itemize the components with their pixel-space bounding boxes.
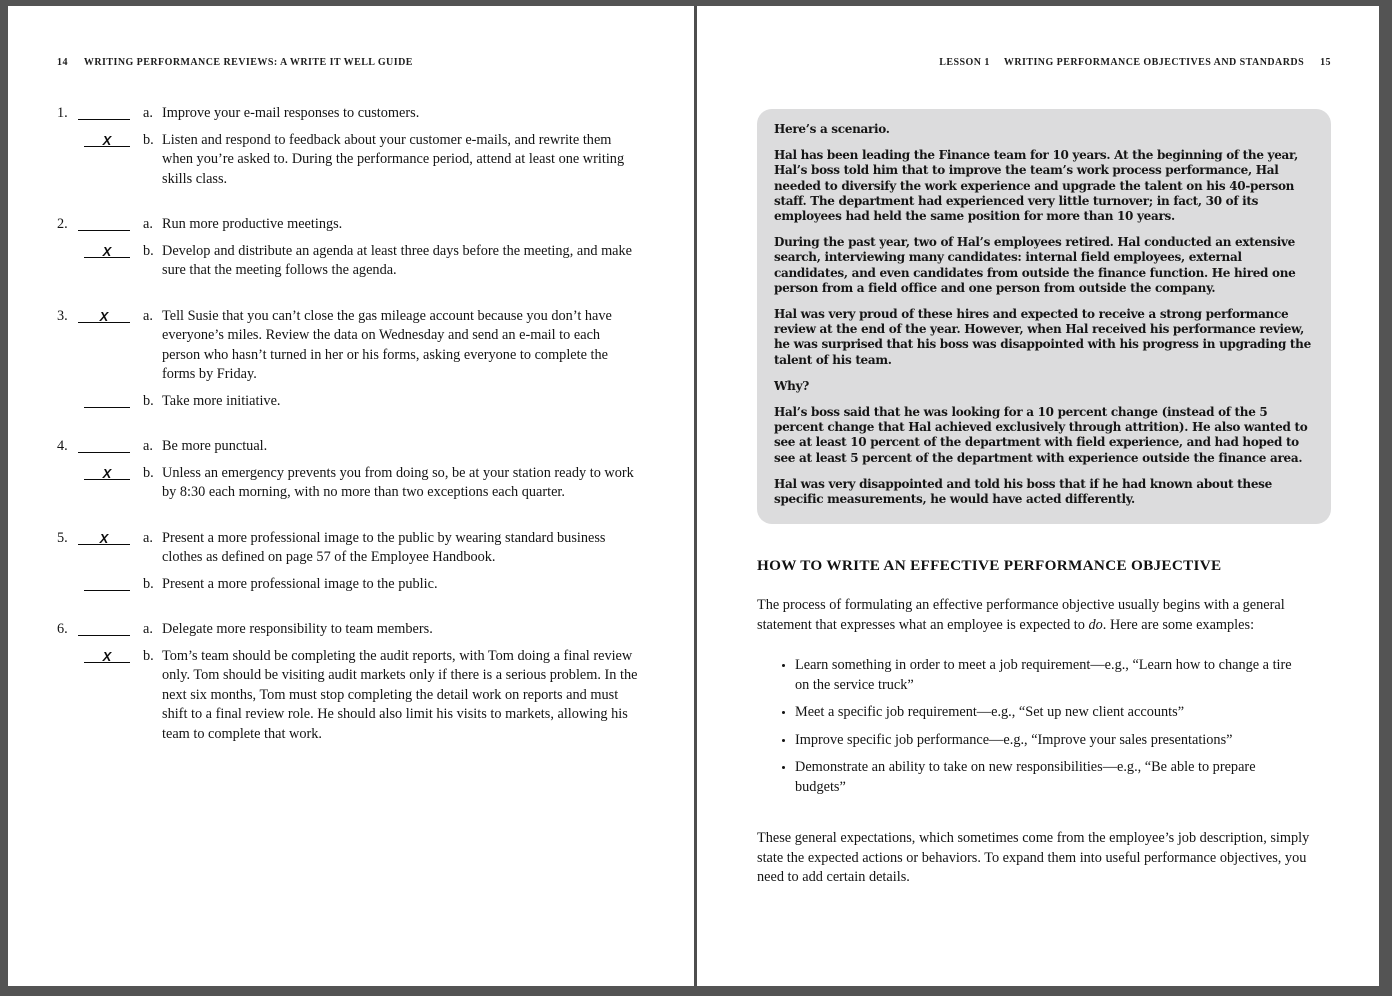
page-right (697, 6, 1379, 986)
left-running-head (57, 57, 639, 68)
quiz-row (57, 307, 639, 385)
quiz-row (57, 620, 639, 640)
right-running-title: WRITING PERFORMANCE OBJECTIVES AND STANDARDS (1003, 57, 1305, 68)
option-letter: a. (143, 438, 153, 454)
scenario-paragraph: Hal was very proud of these hires and expected to receive a strong performance review at the end of the year. However, when Hal received his performance review, he was surprised that his boss was disappointed with his progress in upgrading the talent of his team. (774, 307, 1311, 367)
option-letter: b. (143, 392, 154, 409)
intro-text-post: . Here are some examples: (1102, 616, 1255, 633)
quiz-item-1 (57, 104, 639, 189)
quiz-row (57, 392, 639, 412)
bullet-item: • Meet a specific job requirement—e.g., “Set up new client accounts” (795, 703, 1331, 723)
quiz-row (57, 104, 639, 124)
item-number: 5. (57, 529, 68, 546)
x-mark: X (102, 243, 112, 259)
option-letter: b. (143, 242, 154, 259)
answer-blank (78, 621, 130, 636)
left-running-title: WRITING PERFORMANCE REVIEWS: A WRITE IT WELL GUIDE (83, 57, 413, 68)
scenario-paragraph: Hal was very disappointed and told his boss that if he had known about these specific measurements, he would have acted differently. (774, 476, 1272, 507)
quiz-row (57, 242, 639, 281)
quiz-row (57, 529, 639, 568)
option-letter: a. (143, 529, 153, 546)
quiz-row (57, 575, 639, 595)
quiz-row (57, 464, 639, 503)
answer-blank (84, 132, 130, 147)
option-letter: a. (143, 621, 153, 637)
scenario-paragraph: During the past year, two of Hal’s employees retired. Hal conducted an extensive search, interviewing many candidates: internal field employees, external candidates, and even candidates from outside the finance function. He hired one person from a field office and one person from outside the company. (774, 235, 1296, 295)
right-page-number: 15 (1320, 57, 1331, 68)
scenario-paragraph: Why? (774, 378, 810, 393)
option-text: Tom’s team should be completing the audit reports, with Tom doing a final review only. Tom should be visiting audit markets only if there is a serious problem. In the next six months, Tom must stop completing the detail work on reports and must shift to a final review role. He should also limit his visits to markets, allowing his team to complete that work. (162, 647, 638, 742)
section-heading: HOW TO WRITE AN EFFECTIVE PERFORMANCE OBJECTIVE (757, 557, 1222, 575)
quiz-row (57, 131, 639, 190)
option-text: Take more initiative. (162, 392, 281, 409)
bullet-item: • Demonstrate an ability to take on new responsibilities—e.g., “Be able to prepare budgets” (795, 758, 1331, 797)
option-text: Tell Susie that you can’t close the gas mileage account because you don’t have everyone’s miles. Review the data on Wednesday and send an e-mail to each person who hasn’t turned in her or his forms, asking everyone to complete the forms by Friday. (162, 307, 612, 382)
answer-blank (78, 530, 130, 545)
lesson-label: LESSON 1 (939, 57, 990, 68)
closing-paragraph: These general expectations, which sometimes come from the employee’s job description, simply state the expected actions or behaviors. To expand them into useful performance objectives, you need to add certain details. (757, 830, 1310, 886)
scenario-paragraph: Hal’s boss said that he was looking for a 10 percent change (instead of the 5 percent change that Hal achieved exclusively through attrition). He also wanted to see at least 10 percent of the department with field experience, and had hoped to see at least 5 percent of the department with experience outside the finance area. (774, 405, 1308, 465)
option-letter: a. (143, 216, 153, 232)
x-mark: X (99, 308, 109, 324)
answer-blank (84, 648, 130, 663)
answer-blank (78, 216, 130, 231)
x-mark: X (102, 465, 112, 481)
option-text: Present a more professional image to the public by wearing standard business clothes as defined on page 57 of the Employee Handbook. (162, 529, 606, 565)
item-number: 4. (57, 438, 68, 454)
option-text: Develop and distribute an agenda at least three days before the meeting, and make sure that the meeting follows the agenda. (162, 242, 633, 278)
page-left (8, 6, 694, 986)
quiz-row (57, 437, 639, 457)
answer-blank (84, 576, 130, 591)
item-number: 3. (57, 307, 68, 324)
quiz-item-4 (57, 437, 639, 503)
book-spread (8, 6, 1379, 986)
bullet-item: • Learn something in order to meet a job requirement—e.g., “Learn how to change a tire on the service truck” (795, 656, 1331, 695)
answer-blank (78, 105, 130, 120)
answer-blank (78, 438, 130, 453)
quiz-item-6 (57, 620, 639, 744)
option-text: Run more productive meetings. (162, 216, 343, 232)
option-letter: b. (143, 647, 154, 664)
option-text: Unless an emergency prevents you from doing so, be at your station ready to work by 8:30 each morning, with no more than two exceptions each quarter. (162, 464, 634, 500)
x-mark: X (102, 648, 112, 664)
item-number: 1. (57, 105, 68, 121)
intro-text-italic: do (1088, 616, 1103, 633)
answer-blank (84, 243, 130, 258)
item-number: 2. (57, 216, 68, 232)
x-mark: X (102, 132, 112, 148)
examples-bullet-list (757, 656, 1331, 797)
x-mark: X (99, 530, 109, 546)
option-letter: a. (143, 307, 153, 324)
option-letter: b. (143, 131, 154, 148)
answer-blank (84, 393, 130, 408)
option-text: Be more punctual. (162, 438, 268, 454)
answer-blank (84, 465, 130, 480)
quiz-item-5 (57, 529, 639, 595)
option-letter: b. (143, 464, 154, 481)
quiz-item-2 (57, 215, 639, 281)
quiz-row (57, 647, 639, 745)
option-letter: a. (143, 105, 153, 121)
scenario-paragraph: Hal has been leading the Finance team for 10 years. At the beginning of the year, Hal’s boss told him that to improve the team’s work process performance, Hal needed to diversify the work experience and upgrade the talent on his 40-person staff. The department had experienced very little turnover; in fact, 30 of its employees had held the same position for more than 10 years. (774, 148, 1299, 224)
quiz-row (57, 215, 639, 235)
quiz-item-3 (57, 307, 639, 412)
intro-text-pre: The process of formulating an effective performance objective usually begins with a general statement that expresses what an employee is expected to (757, 597, 1285, 633)
section-intro (757, 596, 1331, 635)
option-text: Listen and respond to feedback about your customer e-mails, and rewrite them when you’re asked to. During the performance period, attend at least one writing skills class. (162, 131, 625, 187)
option-text: Improve your e-mail responses to customers. (162, 105, 420, 121)
bullet-item: • Improve specific job performance—e.g., “Improve your sales presentations” (795, 731, 1331, 751)
right-running-head (757, 57, 1331, 68)
left-page-number: 14 (57, 57, 68, 68)
scenario-paragraph: Here’s a scenario. (774, 122, 890, 136)
option-letter: b. (143, 575, 154, 592)
quiz-exercise (57, 104, 639, 744)
scenario-box (757, 109, 1331, 524)
answer-blank (78, 308, 130, 323)
item-number: 6. (57, 621, 68, 637)
option-text: Delegate more responsibility to team members. (162, 621, 433, 637)
option-text: Present a more professional image to the public. (162, 575, 438, 592)
